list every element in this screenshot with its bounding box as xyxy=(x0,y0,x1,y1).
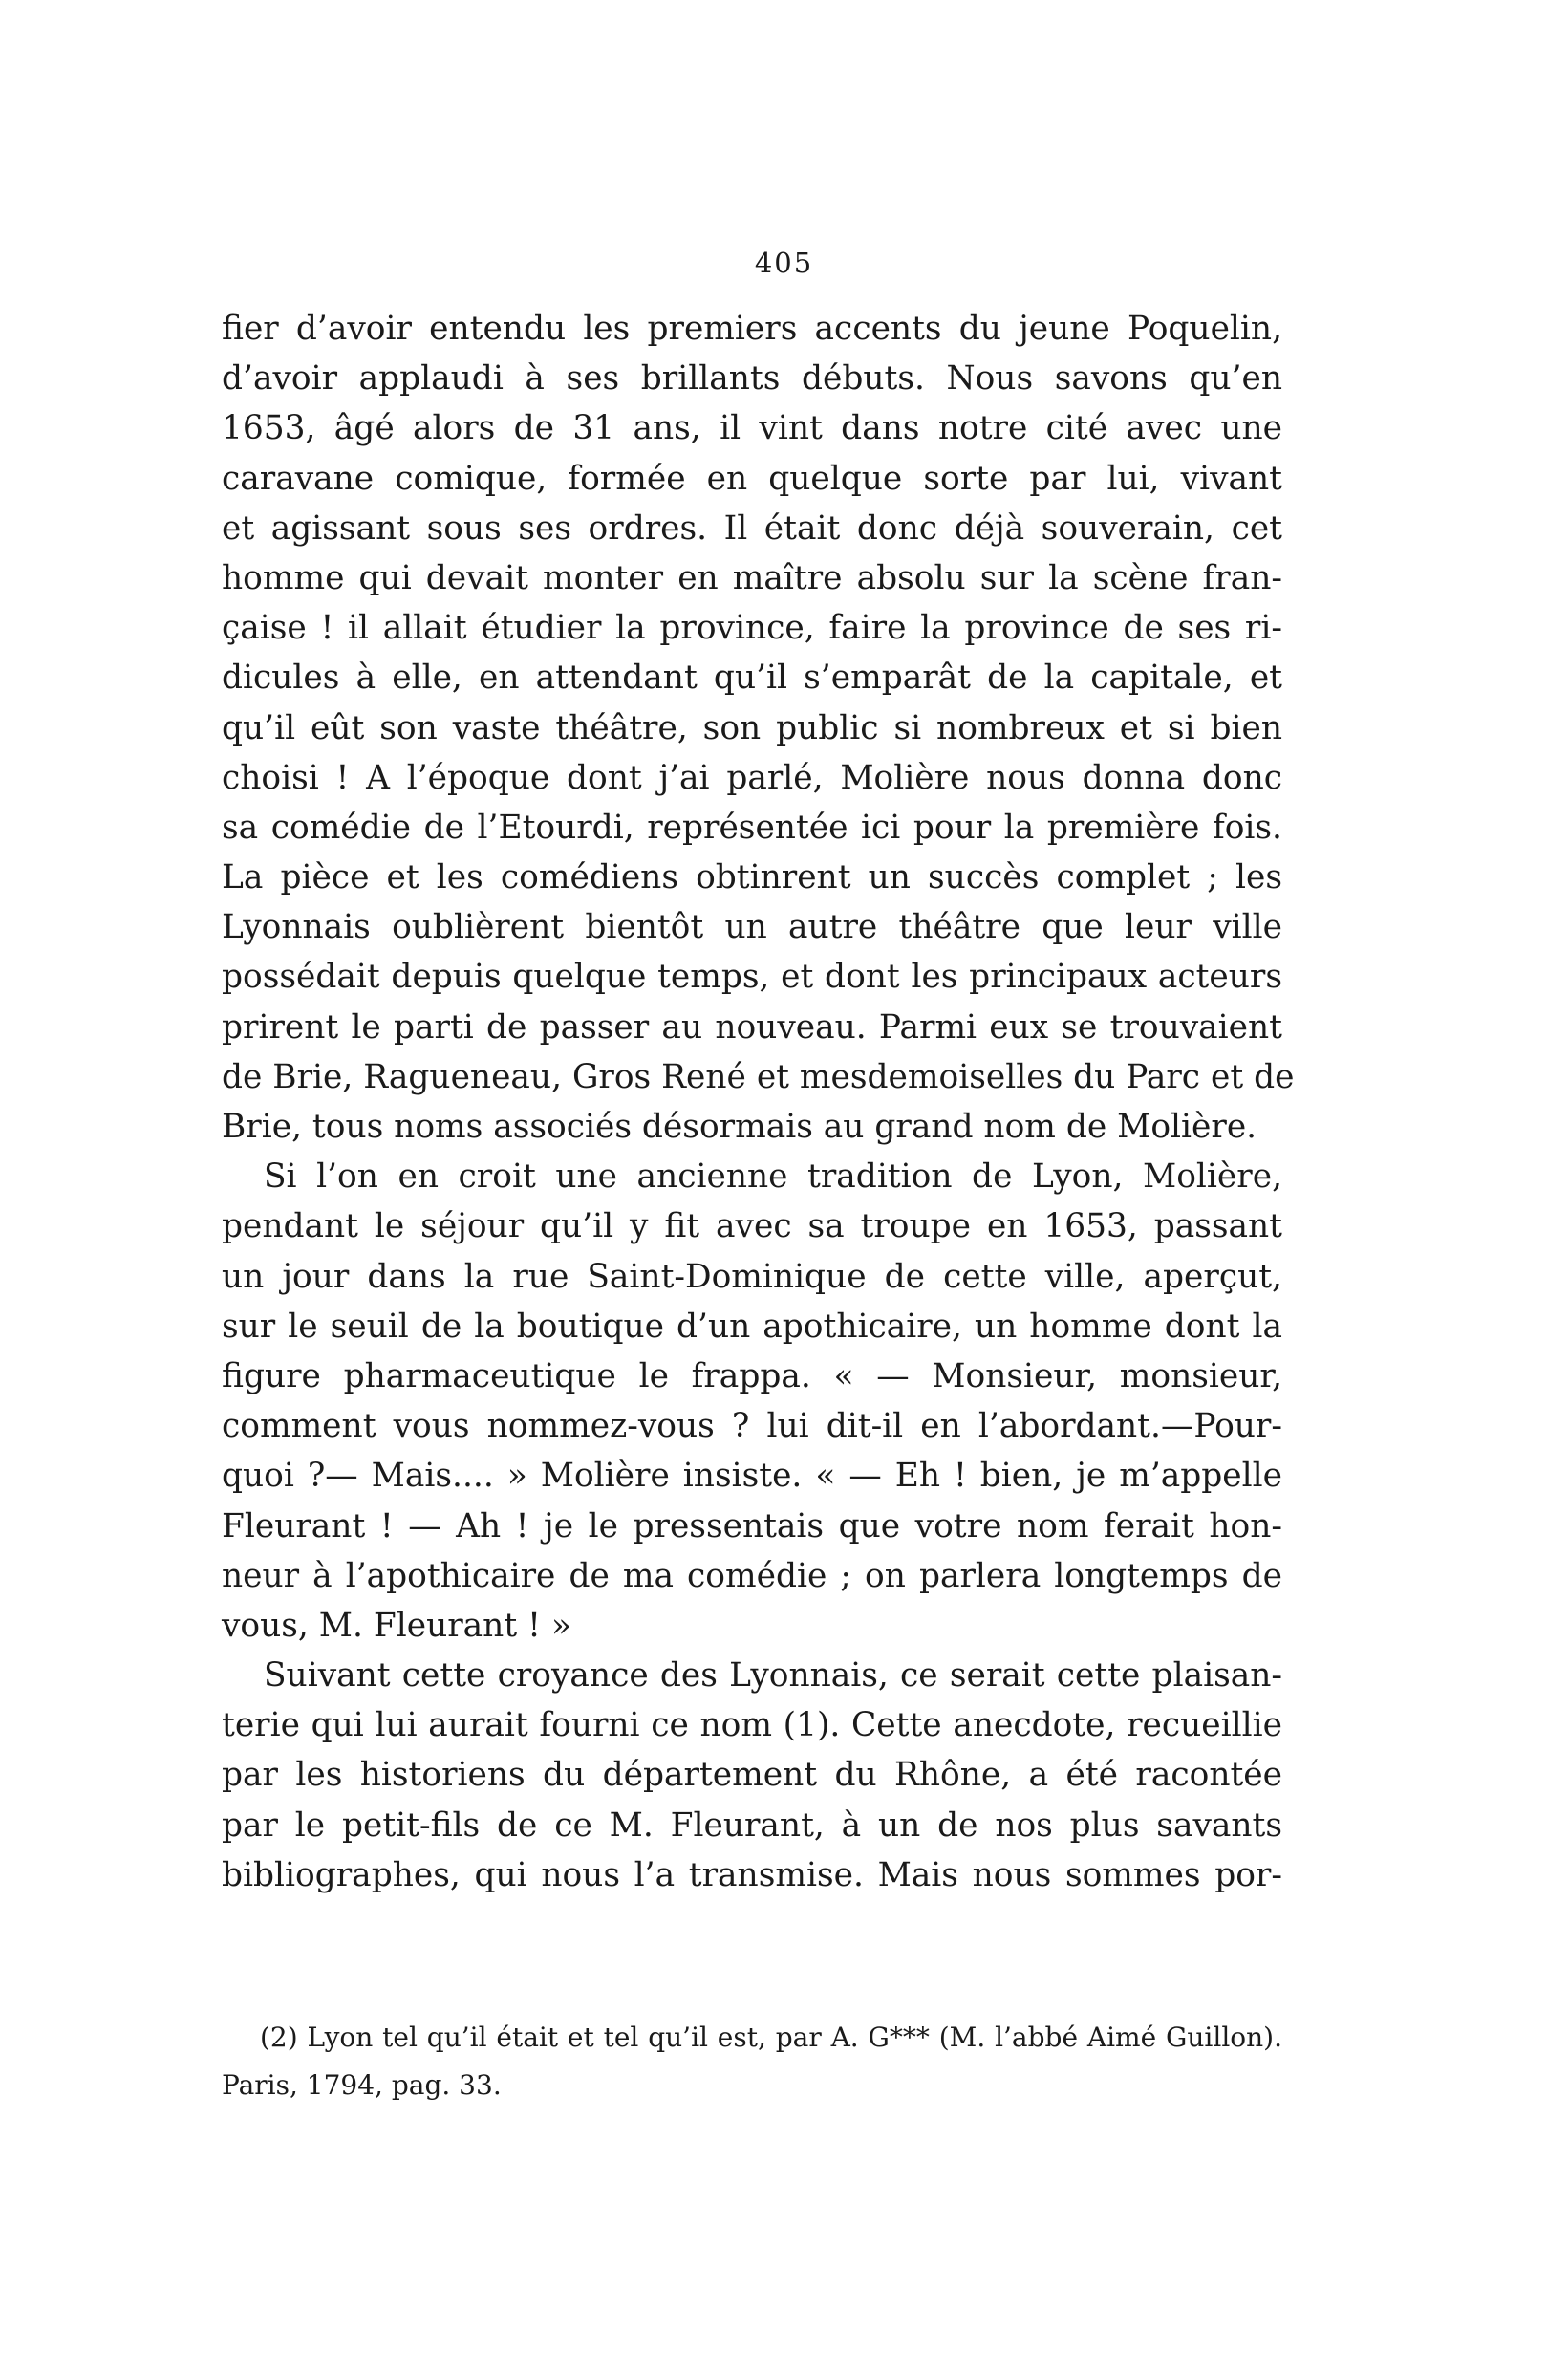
text-line: La pièce et les comédiens obtinrent un succès complet ; les xyxy=(222,858,1282,897)
text-line: pendant le séjour qu’il y fit avec sa troupe en 1653, passant xyxy=(222,1207,1282,1246)
text-line: et agissant sous ses ordres. Il était donc déjà souverain, cet xyxy=(222,508,1282,548)
text-line: neur à l’apothicaire de ma comédie ; on parlera longtemps de xyxy=(222,1556,1282,1595)
text-line: Suivant cette croyance des Lyonnais, ce serait cette plaisan- xyxy=(264,1656,1282,1696)
text-line: 1653, âgé alors de 31 ans, il vint dans notre cité avec une xyxy=(222,409,1282,448)
text-line: qu’il eût son vaste théâtre, son public si nombreux et si bien xyxy=(222,708,1282,747)
text-line: possédait depuis quelque temps, et dont les principaux acteurs xyxy=(222,958,1282,997)
footnotes xyxy=(222,2014,1282,2109)
text-line: sur le seuil de la boutique d’un apothicaire, un homme dont la xyxy=(222,1307,1282,1346)
text-line: Fleurant ! — Ah ! je le pressentais que votre nom ferait hon- xyxy=(222,1506,1282,1546)
text-line: fier d’avoir entendu les premiers accents du jeune Poquelin, xyxy=(222,310,1282,348)
text-line: figure pharmaceutique le frappa. « — Monsieur, monsieur, xyxy=(222,1356,1282,1395)
body-text xyxy=(222,304,1295,1900)
text-line: prirent le parti de passer au nouveau. Parmi eux se trouvaient xyxy=(222,1007,1282,1047)
footnote-line: (2) Lyon tel qu’il était et tel qu’il est, par A. G*** (M. l’abbé Aimé Guillon). xyxy=(260,2021,1282,2053)
text-line: de Brie, Ragueneau, Gros René et mesdemoiselles du Parc et de xyxy=(222,1057,1295,1096)
text-line: Brie, tous noms associés désormais au grand nom de Molière. xyxy=(222,1108,1257,1146)
text-line: quoi ?— Mais.... » Molière insiste. « — Eh ! bien, je m’appelle xyxy=(222,1457,1282,1496)
text-line: un jour dans la rue Saint-Dominique de cette ville, aperçut, xyxy=(222,1257,1282,1296)
text-line: d’avoir applaudi à ses brillants débuts. Nous savons qu’en xyxy=(222,359,1282,399)
text-line: caravane comique, formée en quelque sorte par lui, vivant xyxy=(222,459,1282,498)
text-line: vous, M. Fleurant ! » xyxy=(222,1606,571,1645)
text-line: terie qui lui aurait fourni ce nom (1). Cette anecdote, recueillie xyxy=(222,1706,1282,1745)
text-line: çaise ! il allait étudier la province, faire la province de ses ri- xyxy=(222,609,1282,648)
text-line: Lyonnais oublièrent bientôt un autre théâtre que leur ville xyxy=(222,908,1282,947)
text-line: choisi ! A l’époque dont j’ai parlé, Molière nous donna donc xyxy=(222,758,1282,797)
text-line: par le petit-fils de ce M. Fleurant, à un de nos plus savants xyxy=(222,1805,1282,1845)
text-line: dicules à elle, en attendant qu’il s’emparât de la capitale, et xyxy=(222,659,1282,698)
text-line: homme qui devait monter en maître absolu sur la scène fran- xyxy=(222,558,1282,597)
page-number: 405 xyxy=(754,247,814,279)
text-line: comment vous nommez-vous ? lui dit-il en l’abordant.—Pour- xyxy=(222,1407,1282,1446)
footnote-line: Paris, 1794, pag. 33. xyxy=(222,2069,502,2101)
text-line: Si l’on en croit une ancienne tradition de Lyon, Molière, xyxy=(264,1157,1282,1197)
text-line: bibliographes, qui nous l’a transmise. Mais nous sommes por- xyxy=(222,1855,1282,1894)
text-line: par les historiens du département du Rhône, a été racontée xyxy=(222,1756,1282,1795)
text-line: sa comédie de l’Etourdi, représentée ici pour la première fois. xyxy=(222,808,1282,847)
